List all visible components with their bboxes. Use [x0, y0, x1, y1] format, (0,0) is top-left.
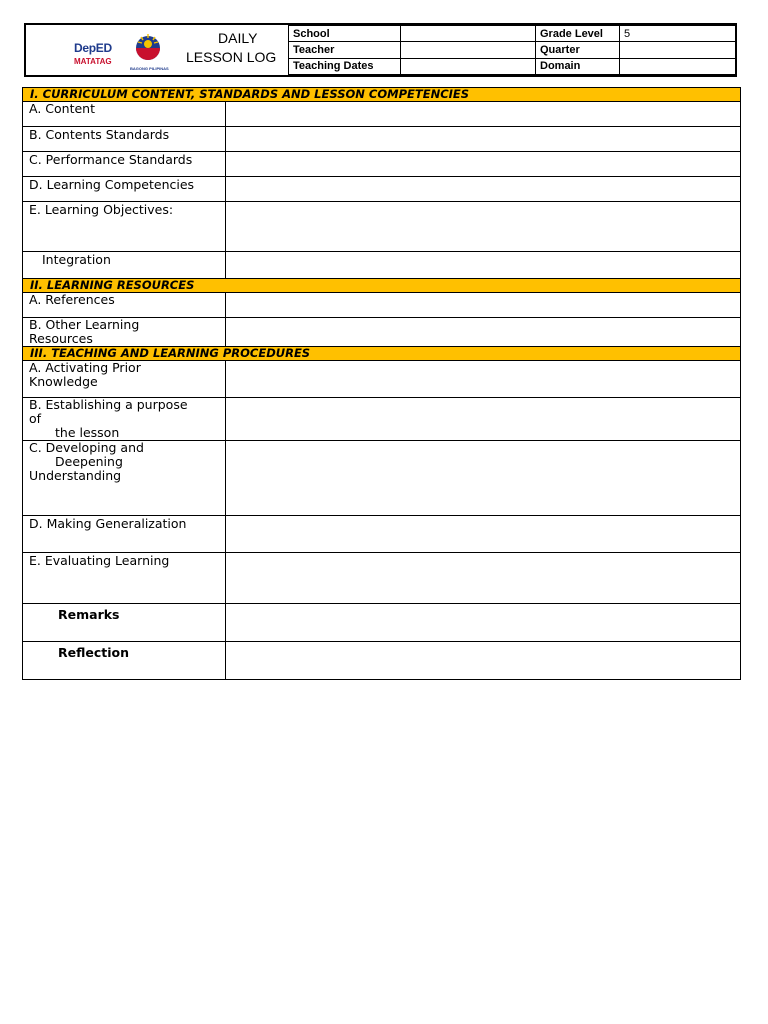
- evaluating-field[interactable]: [226, 553, 741, 604]
- sun-icon: [130, 32, 166, 62]
- row-label-evaluating: E. Evaluating Learning: [23, 553, 226, 604]
- section-header-curriculum: [23, 88, 741, 102]
- section-title: III. TEACHING AND LEARNING PROCEDURES: [23, 347, 741, 361]
- performance-standards-field[interactable]: [226, 152, 741, 177]
- row-label-integration: [23, 252, 226, 279]
- row-label-generalization: D. Making Generalization: [23, 516, 226, 553]
- table-row: [23, 252, 741, 279]
- table-row: [23, 642, 741, 680]
- grade-level-field[interactable]: 5: [620, 26, 736, 42]
- reflection-label: Reflection: [58, 645, 130, 660]
- table-row: [23, 177, 741, 202]
- teaching-dates-label: Teaching Dates: [289, 58, 401, 74]
- remarks-field[interactable]: [226, 604, 741, 642]
- title-lesson-log: LESSON LOG: [186, 49, 277, 65]
- section-header-resources: [23, 279, 741, 293]
- label-line: Resources: [29, 331, 93, 346]
- row-label-references: A. References: [23, 293, 226, 318]
- table-row: [23, 318, 741, 347]
- other-resources-field[interactable]: [226, 318, 741, 347]
- label-line: C. Developing and: [29, 440, 144, 455]
- bagong-pilipinas-logo: [130, 32, 169, 71]
- row-label-content: A. Content: [23, 102, 226, 127]
- activating-field[interactable]: [226, 361, 741, 398]
- row-label-developing: [23, 441, 226, 516]
- header-box: [24, 23, 737, 77]
- deped-logo: [74, 37, 112, 66]
- deped-logo-text: DepED: [74, 41, 112, 55]
- row-label-remarks: [23, 604, 226, 642]
- matatag-text: MATATAG: [74, 57, 112, 66]
- label-line: Knowledge: [29, 374, 98, 389]
- domain-field[interactable]: [620, 58, 736, 74]
- row-label-reflection: [23, 642, 226, 680]
- teacher-field[interactable]: [401, 42, 536, 58]
- school-field[interactable]: [401, 26, 536, 42]
- header-info-table: [288, 25, 736, 75]
- table-row: [23, 127, 741, 152]
- table-row: [23, 293, 741, 318]
- grade-level-label: Grade Level: [536, 26, 620, 42]
- label-indented: Deepening: [55, 454, 123, 469]
- label-indented: the lesson: [55, 425, 120, 440]
- table-row: [23, 516, 741, 553]
- establishing-field[interactable]: [226, 398, 741, 441]
- section-title: II. LEARNING RESOURCES: [23, 279, 741, 293]
- integration-label: Integration: [42, 252, 111, 267]
- label-line: Understanding: [29, 468, 122, 483]
- remarks-label: Remarks: [58, 607, 120, 622]
- integration-field[interactable]: [226, 252, 741, 279]
- logo-area: [26, 25, 289, 75]
- label-line: of: [29, 411, 42, 426]
- row-label-learning-competencies: D. Learning Competencies: [23, 177, 226, 202]
- school-label: School: [289, 26, 401, 42]
- row-label-contents-standards: B. Contents Standards: [23, 127, 226, 152]
- title-daily: DAILY: [218, 30, 258, 46]
- row-label-activating: [23, 361, 226, 398]
- teacher-label: Teacher: [289, 42, 401, 58]
- table-row: [23, 398, 741, 441]
- learning-competencies-field[interactable]: [226, 177, 741, 202]
- table-row: [23, 604, 741, 642]
- content-field[interactable]: [226, 102, 741, 127]
- quarter-field[interactable]: [620, 42, 736, 58]
- developing-field[interactable]: [226, 441, 741, 516]
- label-line: B. Other Learning: [29, 317, 140, 332]
- label-line: A. Activating Prior: [29, 360, 141, 375]
- section-header-procedures: [23, 347, 741, 361]
- label-line: B. Establishing a purpose: [29, 397, 188, 412]
- row-label-other-resources: [23, 318, 226, 347]
- table-row: [23, 361, 741, 398]
- contents-standards-field[interactable]: [226, 127, 741, 152]
- references-field[interactable]: [226, 293, 741, 318]
- domain-label: Domain: [536, 58, 620, 74]
- row-label-establishing: [23, 398, 226, 441]
- table-row: [23, 202, 741, 252]
- generalization-field[interactable]: [226, 516, 741, 553]
- learning-objectives-field[interactable]: [226, 202, 741, 252]
- table-row: [23, 553, 741, 604]
- table-row: [23, 102, 741, 127]
- table-row: [23, 152, 741, 177]
- lesson-log-table: [22, 87, 741, 680]
- teaching-dates-field[interactable]: [401, 58, 536, 74]
- quarter-label: Quarter: [536, 42, 620, 58]
- label-line: [29, 455, 225, 469]
- bagong-pilipinas-text: BAGONG PILIPINAS: [130, 66, 169, 71]
- label-line: [29, 426, 225, 440]
- row-label-performance-standards: C. Performance Standards: [23, 152, 226, 177]
- table-row: [23, 441, 741, 516]
- section-title: I. CURRICULUM CONTENT, STANDARDS AND LESSON COMPETENCIES: [23, 88, 741, 102]
- row-label-learning-objectives: E. Learning Objectives:: [23, 202, 226, 252]
- reflection-field[interactable]: [226, 642, 741, 680]
